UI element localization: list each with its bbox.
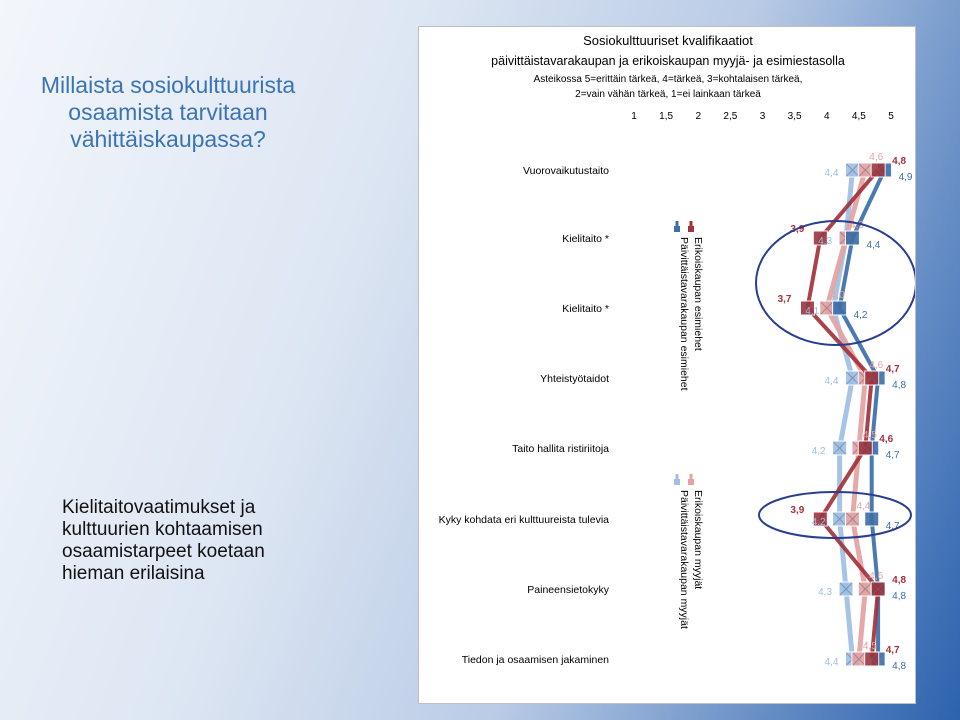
scale-note-1: Asteikossa 5=erittäin tärkeä, 4=tärkeä, 3=kohtalaisen tärkeä, [533,74,803,85]
data-label: 4,4 [824,168,839,179]
x-tick-label: 3,5 [787,111,802,122]
x-tick-label: 2 [695,111,702,122]
data-label: 4,7 [885,364,900,375]
data-label: 4,3 [818,236,833,247]
legend-swatch-marker [674,226,680,232]
scale-note-2: 2=vain vähän tärkeä, 1=ei lainkaan tärkeä [575,89,761,100]
data-label: 4,4 [824,657,839,668]
line-chart [419,27,915,703]
data-label: 4,1 [805,306,820,317]
data-label: 3,9 [790,505,805,516]
data-label: 4,3 [850,220,864,231]
data-label: 4,2 [811,446,826,457]
data-label: 4,8 [892,661,907,672]
data-label: 4,4 [866,240,881,251]
x-tick-label: 4 [823,111,830,122]
data-label: 4,7 [885,645,900,656]
data-label: 4,6 [869,571,884,582]
category-label: Tiedon ja osaamisen jakaminen [461,654,609,666]
data-label: 4,6 [869,152,884,163]
category-label: Paineensietokyky [527,584,609,596]
data-label: 4,2 [811,517,826,528]
data-label: 4,8 [892,380,907,391]
x-tick-label: 4,5 [851,111,866,122]
category-label: Yhteistyötaidot [540,373,609,385]
data-label: 4,6 [869,360,884,371]
data-label: 4,5 [862,430,877,441]
slide-title: Millaista sosiokulttuurista osaamista tarvitaan vähittäiskaupassa? [40,72,296,152]
x-axis-ticks [631,111,894,122]
category-label: Kielitaito * [562,303,609,315]
chart-panel [418,26,916,704]
chart-subtitle: päivittäistavarakaupan ja erikoiskaupan myyjä- ja esimiestasolla [491,54,845,68]
data-label: 4,8 [892,591,907,602]
data-label: 3,7 [777,294,792,305]
series-labels [805,168,839,668]
data-label: 4,7 [885,521,900,532]
category-label: Kyky kohdata eri kulttuureista tulevia [438,514,609,526]
series-layer [778,152,913,672]
data-label: 4,5 [862,641,877,652]
x-tick-label: 1,5 [659,111,674,122]
data-label: 4,7 [885,450,900,461]
legend-label: Erikoiskaupan esimiehet [692,237,704,351]
legend-label: Erikoiskaupan myyjät [692,490,704,590]
data-label: 4,2 [853,310,868,321]
legend-entry [674,221,690,391]
x-tick-label: 5 [888,111,894,122]
legend-swatch-marker [688,479,694,485]
legend-swatch-marker [688,226,694,232]
category-label: Vuorovaikutustaito [523,165,609,177]
legend [674,221,704,629]
data-label: 4,4 [856,501,871,512]
chart-title: Sosiokulttuuriset kvalifikaatiot [583,33,753,48]
data-label: 4,4 [824,376,839,387]
data-label: 4,8 [892,156,907,167]
x-tick-label: 3 [759,111,766,122]
legend-entry [674,474,690,629]
legend-label: Päivittäistavarakaupan esimiehet [678,237,690,391]
data-label: 3,9 [790,224,805,235]
category-label: Taito hallita ristiriitoja [512,443,609,455]
legend-swatch-marker [674,479,680,485]
data-label: 4,8 [892,575,907,586]
data-label: 4,6 [879,434,894,445]
legend-label: Päivittäistavarakaupan myyjät [678,490,690,629]
x-tick-label: 1 [631,111,637,122]
data-label: 4,0 [830,290,845,301]
category-labels [439,165,610,666]
x-tick-label: 2,5 [723,111,738,122]
slide-note: Kielitaitovaatimukset ja kulttuurien kohtaamisen osaamistarpeet koetaan hieman erilaisina [62,497,265,584]
category-label: Kielitaito * [562,233,609,245]
data-label: 4,3 [818,587,833,598]
data-label: 4,9 [898,172,913,183]
